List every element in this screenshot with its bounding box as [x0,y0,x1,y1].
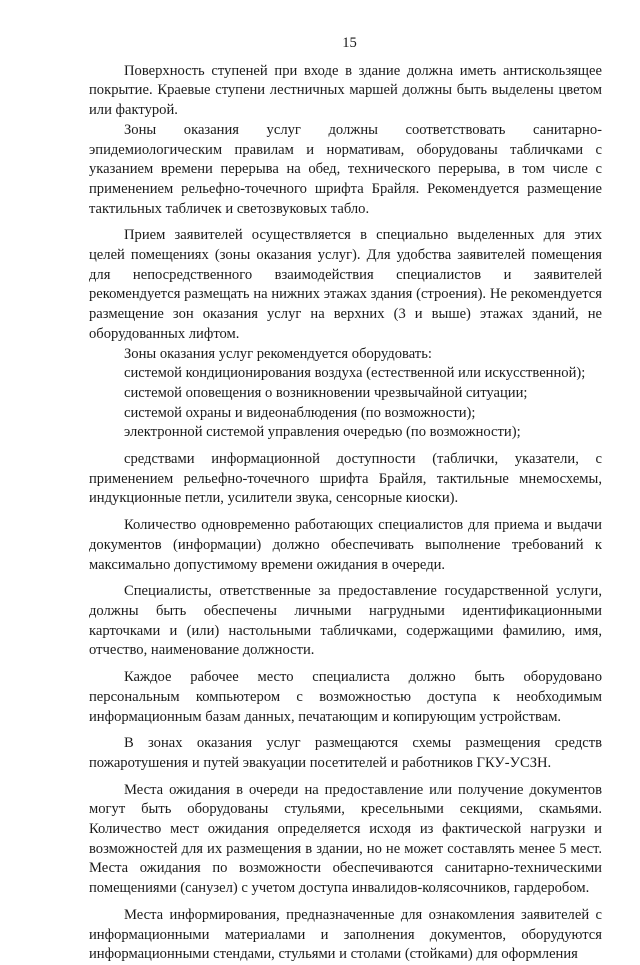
page-number: 15 [342,35,357,51]
paragraph-service-zones-requirements: Зоны оказания услуг должны соответствовать санитарно-эпидемиологическим правилам и нормативам, оборудованы табличками с указанием времени перерыва на обед, технического перерыва, в том числе с применением рельефно-точечного шрифта Брайля. Рекомендуется размещение тактильных табличек и светозвуковых табло. [89,121,602,217]
document-page [89,34,602,965]
paragraph-waiting-places: Места ожидания в очереди на предоставление или получение документов могут быть оборудованы стульями, кресельными секциями, скамьями. Количество мест ожидания определяется исходя из фактической нагрузки и возможностей для их размещения в здании, но не может составлять менее 5 мест. Места ожидания по возможности обеспечиваются санитарно-техническими помещениями (санузел) с учетом доступа инвалидов-колясочников, гардеробом. [89,781,602,897]
list-item-queue-system: электронной системой управления очередью (по возможности); [124,424,521,441]
list-item-accessibility-means: средствами информационной доступности (таблички, указатели, с применением рельефно-точечного шрифта Брайля, тактильные мнемосхемы, индукционные петли, усилители звука, сенсорные киоски). [89,451,602,507]
paragraph-specialists-count: Количество одновременно работающих специалистов для приема и выдачи документов (информации) должно обеспечивать выполнение требований к максимально допустимому времени ожидания в очереди. [89,517,602,573]
paragraph-reception-rooms: Прием заявителей осуществляется в специально выделенных для этих целей помещениях (зоны оказания услуг). Для удобства заявителей помещения для непосредственного взаимодействия специалистов и заявителей рекомендуется размещать на нижних этажах здания (строения). Не рекомендуется размещение зон оказания услуг на верхних (3 и выше) этажах зданий, не оборудованных лифтом. [89,227,602,342]
paragraph-equipment-intro: Зоны оказания услуг рекомендуется оборудовать: [124,345,432,362]
paragraph-evacuation-schemes: В зонах оказания услуг размещаются схемы размещения средств пожаротушения и путей эвакуации посетителей и работников ГКУ-УСЗН. [89,735,602,771]
list-item-security-video: системой охраны и видеонаблюдения (по возможности); [124,404,476,421]
list-item-emergency-alert: системой оповещения о возникновении чрезвычайной ситуации; [124,384,528,401]
paragraph-specialists-badges: Специалисты, ответственные за предоставление государственной услуги, должны быть обеспечены личными нагрудными идентификационными карточками и (или) настольными табличками, содержащими фамилию, имя, отчество, наименование должности. [89,583,602,659]
list-item-air-conditioning: системой кондиционирования воздуха (естественной или искусственной); [124,365,586,382]
paragraph-steps-surface: Поверхность ступеней при входе в здание должна иметь антискользящее покрытие. Краевые ступени лестничных маршей должны быть выделены цветом или фактурой. [89,62,602,119]
paragraph-workplace-computer: Каждое рабочее место специалиста должно быть оборудовано персональным компьютером с возможностью доступа к необходимым информационным базам данных, печатающим и копирующим устройствам. [89,669,602,725]
paragraph-information-places: Места информирования, предназначенные для ознакомления заявителей с информационными материалами и заполнения документов, оборудуются информационными стендами, стульями и столами (стойками) для оформления [89,906,602,963]
